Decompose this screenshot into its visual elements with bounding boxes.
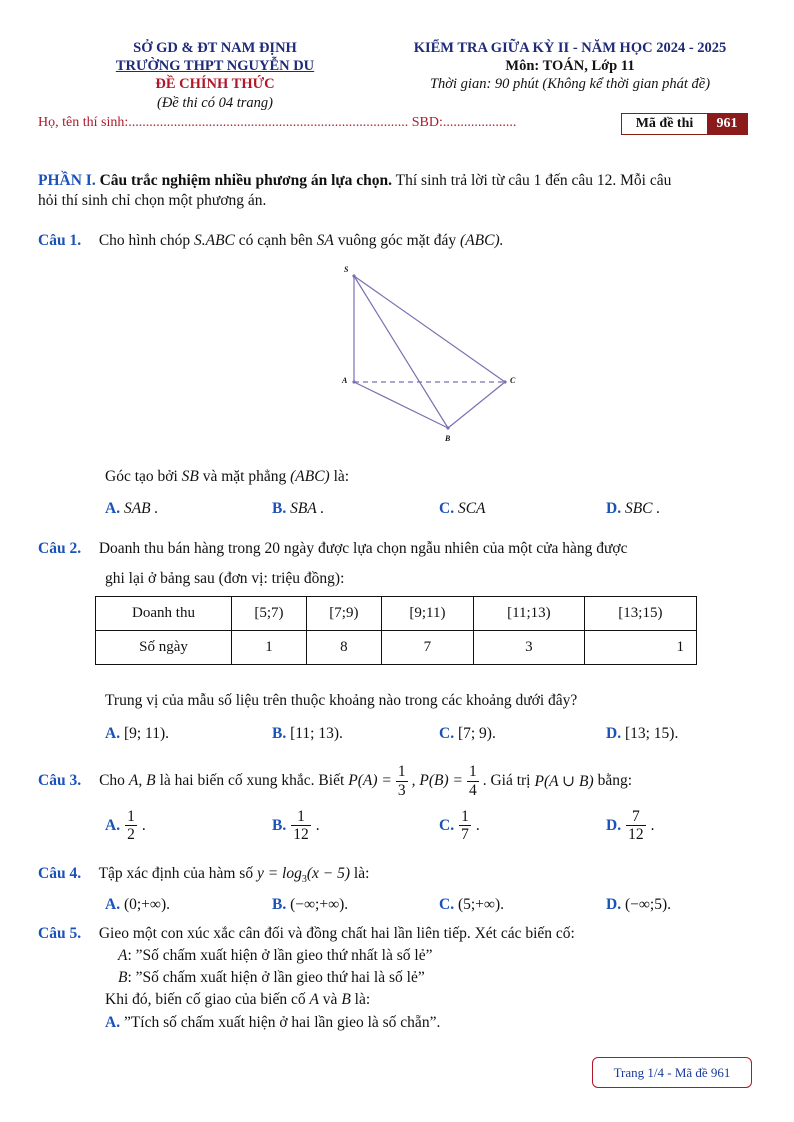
q1-question-math-1: SB <box>181 468 199 485</box>
q1-math-1: S.ABC <box>193 232 235 249</box>
q5-option-a-letter: A. <box>105 1014 121 1031</box>
q5-line4-math-1: A <box>309 991 319 1008</box>
q4-option-a[interactable] <box>105 896 170 914</box>
table-cell: [11;13) <box>474 597 585 631</box>
q1-option-c-letter: C. <box>439 500 455 517</box>
table-cell: 8 <box>306 631 381 665</box>
q1-option-d-letter: D. <box>606 500 622 517</box>
q4-option-d-letter: D. <box>606 896 622 913</box>
q3-option-d-den: 12 <box>628 826 644 844</box>
q3-option-b-letter: B. <box>272 816 287 834</box>
q1-text-a: Cho hình chóp <box>98 232 191 249</box>
q3-option-a-letter: A. <box>105 816 121 834</box>
time-line: Thời gian: 90 phút (Không kể thời gian phát đề) <box>429 76 711 92</box>
q3-pb: , P(B) = <box>411 772 463 789</box>
part1-line2: hỏi thí sinh chỉ chọn một phương án. <box>38 192 267 209</box>
q3-option-c-num: 1 <box>461 808 469 825</box>
q1-option-d[interactable] <box>606 500 660 518</box>
q4-option-c-letter: C. <box>439 896 455 913</box>
q4-text-b: là: <box>353 865 370 882</box>
q2-question: Trung vị của mẫu số liệu trên thuộc khoảng nào trong các khoảng dưới đây? <box>105 692 578 709</box>
exam-code-value: 961 <box>707 114 747 134</box>
q1-text-b: có cạnh bên <box>238 232 313 249</box>
q3-text-a: Cho <box>99 772 125 789</box>
q4-option-d[interactable] <box>606 896 671 914</box>
q2-option-b-letter: B. <box>272 725 287 742</box>
q1-option-b-letter: B. <box>272 500 287 517</box>
q2-option-c[interactable] <box>439 725 496 743</box>
q1-question <box>105 468 349 486</box>
q2-line1: Doanh thu bán hàng trong 20 ngày được lựa chọn ngẫu nhiên của một cửa hàng được <box>98 540 628 557</box>
q3-option-d-num: 7 <box>626 808 646 826</box>
q2-stem-line1 <box>38 540 627 558</box>
q5-line4-a: Khi đó, biến cố giao của biến cố <box>105 991 306 1008</box>
q1-option-b-text: SBA . <box>290 500 325 517</box>
q4-text-a: Tập xác định của hàm số <box>98 865 254 882</box>
q5-option-a-text: ”Tích số chấm xuất hiện ở hai lần gieo là số chẵn”. <box>120 1014 441 1031</box>
q3-math-1: A, B <box>128 772 156 789</box>
q4-option-c-text: (5;+∞). <box>457 896 504 913</box>
q5-line4-math-2: B <box>341 991 351 1008</box>
q5-line4-b: và <box>322 991 338 1008</box>
q3-math-2: P(A ∪ B) <box>534 772 594 790</box>
part1-heading <box>38 172 671 190</box>
q1-option-c[interactable] <box>439 500 486 518</box>
q2-option-a-letter: A. <box>105 725 121 742</box>
q4-func-sub: 3 <box>301 874 307 886</box>
q3-option-d-letter: D. <box>606 816 622 834</box>
q5-event-a-text: : ”Số chấm xuất hiện ở lần gieo thứ nhất là số lẻ” <box>127 947 433 964</box>
q2-option-c-text: [7; 9). <box>457 725 496 742</box>
page-footer: Trang 1/4 - Mã đề 961 <box>592 1057 752 1088</box>
q5-line1: Gieo một con xúc xắc cân đối và đồng chất hai lần liên tiếp. Xét các biến cố: <box>98 925 575 942</box>
q1-question-math-2: (ABC) <box>290 468 330 485</box>
q1-option-a-letter: A. <box>105 500 121 517</box>
q3-pa-fraction <box>396 763 408 798</box>
q2-option-c-letter: C. <box>439 725 455 742</box>
q3-option-a-num: 1 <box>127 808 135 825</box>
q1-question-b: và mặt phẳng <box>202 468 287 485</box>
q1-stem <box>38 232 504 250</box>
q3-pb-fraction <box>467 763 479 798</box>
q3-option-b-num: 1 <box>291 808 311 826</box>
q5-stem <box>38 925 575 943</box>
vertex-a-label: A <box>342 376 348 385</box>
official-label: ĐỀ CHÍNH THỨC <box>155 76 275 92</box>
q5-line4 <box>105 991 370 1009</box>
q3-pa-den: 3 <box>397 781 406 799</box>
q2-option-d-letter: D. <box>606 725 622 742</box>
q2-option-d-text: [13; 15). <box>624 725 679 742</box>
q2-option-a-text: [9; 11). <box>123 725 170 742</box>
q5-label: Câu 5. <box>38 925 82 942</box>
q4-option-a-text: (0;+∞). <box>123 896 170 913</box>
q2-option-d[interactable] <box>606 725 678 743</box>
q4-option-b[interactable] <box>272 896 348 914</box>
q5-event-b <box>118 969 425 987</box>
q4-func: y = log <box>256 865 302 882</box>
subject-line: Môn: TOÁN, Lớp 11 <box>505 58 635 74</box>
q4-option-c[interactable] <box>439 896 504 914</box>
part1-title-bold: Câu trắc nghiệm nhiều phương án lựa chọn. <box>99 172 393 189</box>
q4-label: Câu 4. <box>38 865 82 882</box>
q4-option-b-letter: B. <box>272 896 287 913</box>
table-cell: 7 <box>381 631 473 665</box>
table-cell: 1 <box>232 631 307 665</box>
q1-option-a-text: SAB . <box>123 500 159 517</box>
q3-option-c-den: 7 <box>461 826 469 844</box>
table-cell: [7;9) <box>306 597 381 631</box>
q1-math-2: SA <box>316 232 334 249</box>
table-row <box>96 631 697 665</box>
part1-title: PHẦN I. <box>38 172 96 189</box>
q3-option-a[interactable]: A. $\frac{1}{2}$ . <box>105 808 146 844</box>
table-cell: 1 <box>584 631 696 665</box>
q3-option-d[interactable]: D. $\frac{7}{12}$ . <box>606 808 655 844</box>
q3-label: Câu 3. <box>38 772 82 789</box>
q3-option-a-den: 2 <box>127 826 135 844</box>
q5-event-b-name: B <box>118 969 128 986</box>
q3-text-c: . Giá trị <box>482 772 531 789</box>
q5-event-b-text: : ”Số chấm xuất hiện ở lần gieo thứ hai là số lẻ” <box>127 969 425 986</box>
q4-stem <box>38 865 369 885</box>
q5-line4-c: là: <box>354 991 371 1008</box>
q3-text-d: bằng: <box>597 772 633 789</box>
q3-stem <box>38 762 632 800</box>
pyramid-figure <box>330 262 530 447</box>
q3-text-b: là hai biến cố xung khắc. Biết <box>159 772 345 789</box>
exam-title: KIỂM TRA GIỮA KỲ II - NĂM HỌC 2024 - 2025 <box>413 40 727 56</box>
q4-func-arg: (x − 5) <box>306 865 351 882</box>
q2-option-a[interactable] <box>105 725 169 743</box>
q3-pb-den: 4 <box>468 781 477 799</box>
part1-line1: Thí sinh trả lời từ câu 1 đến câu 12. Mỗi câu <box>392 172 672 189</box>
vertex-b-label: B <box>445 434 451 443</box>
q3-option-c[interactable]: C. $\frac{1}{7}$ . <box>439 808 480 844</box>
q1-option-c-text: SCA <box>457 500 486 517</box>
q3-option-b[interactable]: B. $\frac{1}{12}$ . <box>272 808 320 844</box>
q2-option-b[interactable] <box>272 725 343 743</box>
q3-option-d-fraction <box>626 808 646 843</box>
exam-code-box <box>621 113 748 135</box>
q2-option-b-text: [11; 13). <box>290 725 343 742</box>
q4-option-d-text: (−∞;5). <box>624 896 671 913</box>
table-row <box>96 597 697 631</box>
dept-name: SỞ GD & ĐT NAM ĐỊNH <box>133 40 297 56</box>
q1-label: Câu 1. <box>38 232 82 249</box>
q5-event-a <box>118 947 432 965</box>
q1-option-b[interactable] <box>272 500 324 518</box>
table-header-days: Số ngày <box>96 631 232 665</box>
q3-option-b-den: 12 <box>293 826 309 844</box>
vertex-c-label: C <box>510 376 516 385</box>
table-cell: [5;7) <box>232 597 307 631</box>
q1-text-c: vuông góc mặt đáy <box>337 232 457 249</box>
q5-option-a[interactable] <box>105 1014 440 1032</box>
q1-option-d-text: SBC . <box>624 500 661 517</box>
table-cell: 3 <box>474 631 585 665</box>
q4-option-b-text: (−∞;+∞). <box>290 896 349 913</box>
table-header-revenue: Doanh thu <box>96 597 232 631</box>
page-count-note: (Đề thi có 04 trang) <box>157 95 273 111</box>
q3-option-c-letter: C. <box>439 816 455 834</box>
q2-label: Câu 2. <box>38 540 82 557</box>
table-cell: [9;11) <box>381 597 473 631</box>
q1-question-a: Góc tạo bởi <box>105 468 178 485</box>
exam-code-label: Mã đề thi <box>635 116 694 131</box>
q3-pa: P(A) = <box>348 772 392 789</box>
q2-line2: ghi lại ở bảng sau (đơn vị: triệu đồng): <box>105 570 345 587</box>
candidate-info-line: Họ, tên thí sinh:................................................................................ SBD:..................... <box>38 115 517 130</box>
q5-event-a-name: A <box>118 947 128 964</box>
school-name: TRƯỜNG THPT NGUYỄN DU <box>115 58 315 74</box>
q3-option-c-fraction <box>459 808 471 843</box>
q1-question-c: là: <box>333 468 350 485</box>
q1-math-3: (ABC). <box>460 232 504 249</box>
q3-pa-num: 1 <box>397 763 406 781</box>
q4-option-a-letter: A. <box>105 896 121 913</box>
table-cell: [13;15) <box>584 597 696 631</box>
q3-option-b-fraction <box>291 808 311 843</box>
q1-option-a[interactable] <box>105 500 158 518</box>
vertex-s-label: S <box>344 265 349 274</box>
q3-option-a-fraction <box>125 808 137 843</box>
q3-pb-num: 1 <box>468 763 477 781</box>
revenue-table <box>95 596 697 665</box>
